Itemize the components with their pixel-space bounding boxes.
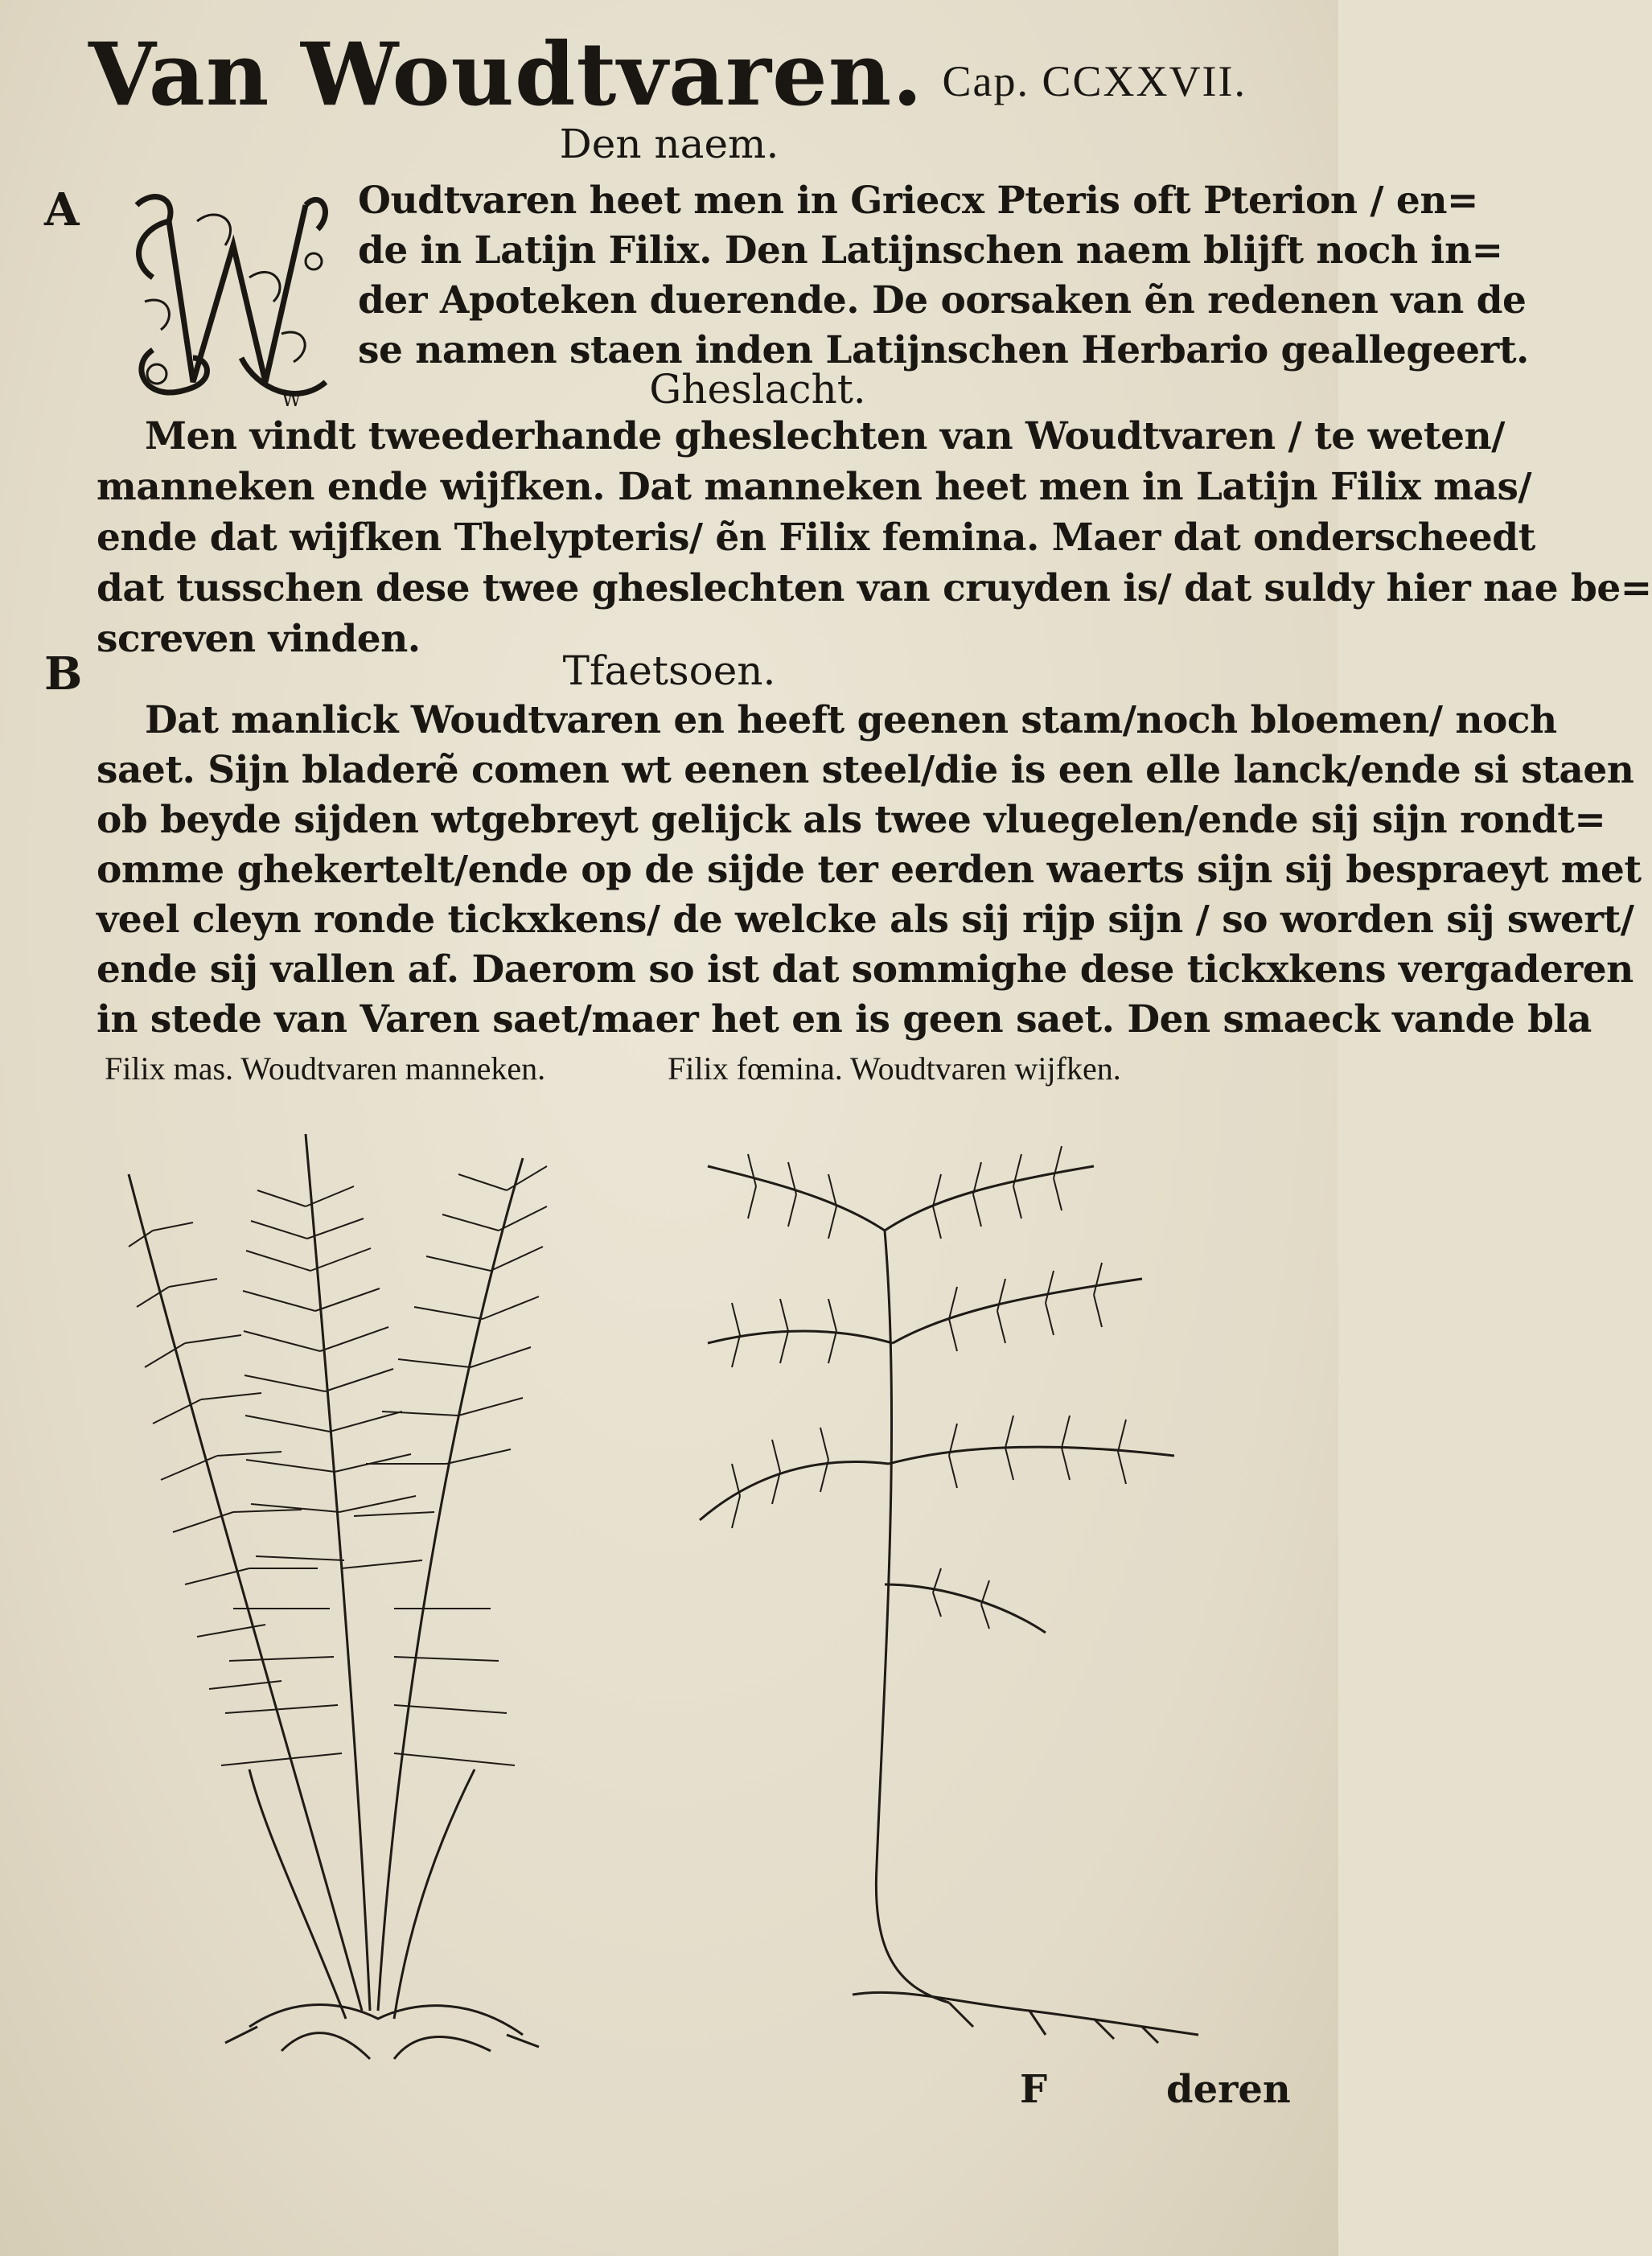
naem-line-3: der Apoteken duerende. De oorsaken ẽn redenen van de [358,278,1527,323]
faetsoen-line-2: saet. Sijn bladerẽ comen wt eenen steel/die is een elle lanck/ende si staen [97,748,1634,792]
gheslacht-line-5: screven vinden. [97,617,421,661]
naem-line-2: de in Latijn Filix. Den Latijnschen naem blijft noch in= [358,228,1503,273]
heading-naem: Den naem. [559,121,779,167]
gheslacht-line-2: manneken ende wijfken. Dat manneken heet men in Latijn Filix mas/ [97,465,1532,509]
caption-filix-mas: Filix mas. Woudtvaren manneken. [105,1050,546,1087]
faetsoen-line-4: omme ghekertelt/ende op de sijde ter eerden waerts sijn sij bespraeyt met [97,848,1642,892]
margin-letter-b: B [44,647,83,701]
page-header [88,24,1247,129]
naem-line-4: se namen staen inden Latijnschen Herbario geallegeert. [358,328,1529,372]
signature-mark: F [1020,2067,1048,2112]
catchword: deren [1166,2067,1291,2112]
chapter-title: Van Woudtvaren. [88,24,923,125]
chapter-number: Cap. CCXXVII. [942,57,1247,105]
faetsoen-line-3: ob beyde sijden wtgebreyt gelijck als twee vluegelen/ende sij sijn rondt= [97,798,1606,842]
faetsoen-line-6: ende sij vallen af. Daerom so ist dat sommighe dese tickxkens vergaderen [97,947,1634,992]
caption-filix-foemina: Filix fœmina. Woudtvaren wijfken. [668,1050,1121,1087]
gheslacht-line-3: ende dat wijfken Thelypteris/ ẽn Filix femina. Maer dat onderscheedt [97,516,1535,560]
faetsoen-line-7: in stede van Varen saet/maer het en is geen saet. Den smaeck vande bla [97,997,1592,1042]
male-fern-woodcut-icon [105,1110,660,2067]
gheslacht-line-4: dat tusschen dese twee gheslechten van cruyden is/ dat suldy hier nae be= [97,566,1652,610]
heading-faetsoen: Tfaetsoen. [562,647,776,694]
margin-letter-a: A [44,183,80,236]
faetsoen-line-1: Dat manlick Woudtvaren en heeft geenen stam/noch bloemen/ noch [145,698,1557,742]
dropcap-letter: W [281,388,302,411]
faetsoen-line-5: veel cleyn ronde tickxkens/ de welcke als sij rijp sijn / so worden sij swert/ [97,898,1634,942]
female-fern-woodcut-icon [692,1102,1239,2043]
heading-gheslacht: Gheslacht. [649,366,866,413]
naem-line-1: Oudtvaren heet men in Griecx Pteris oft Pterion / en= [358,179,1478,223]
gheslacht-line-1: Men vindt tweederhande gheslechten van Woudtvaren / te weten/ [145,414,1505,458]
